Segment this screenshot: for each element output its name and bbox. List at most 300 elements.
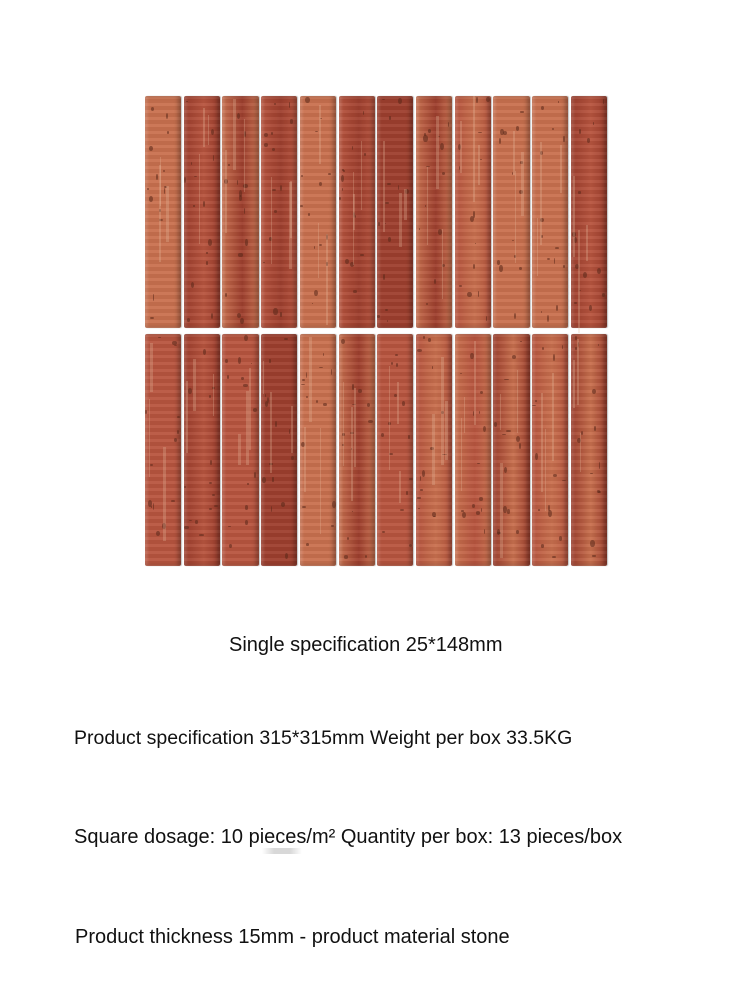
stone-pore	[301, 384, 305, 385]
stone-pore	[262, 477, 266, 482]
stone-pore	[512, 355, 516, 359]
stone-vein	[166, 186, 169, 242]
stone-pore	[507, 509, 509, 514]
tile-strip	[261, 96, 297, 328]
stone-pore	[499, 138, 502, 145]
stone-pore	[553, 474, 557, 477]
stone-vein	[541, 393, 543, 492]
stone-pore	[323, 403, 326, 407]
stone-pore	[589, 305, 592, 311]
stone-pore	[272, 477, 273, 483]
tile-strip	[493, 96, 529, 328]
stone-vein	[442, 229, 444, 299]
stone-pore	[153, 294, 154, 301]
tile-strip	[532, 334, 568, 566]
stone-pore	[602, 293, 606, 297]
stone-vein	[291, 406, 293, 453]
stone-pore	[149, 196, 153, 203]
stone-pore	[238, 357, 241, 364]
stone-pore	[383, 274, 385, 280]
stone-pore	[289, 102, 290, 107]
stone-vein	[445, 401, 448, 460]
stone-pore	[512, 240, 514, 242]
stone-pore	[385, 309, 388, 311]
stone-pore	[243, 384, 247, 386]
stone-pore	[237, 313, 241, 318]
product-thickness-text: Product thickness 15mm - product material stone	[75, 926, 510, 948]
stone-vein	[304, 427, 306, 492]
stone-pore	[241, 377, 244, 380]
stone-pore	[191, 282, 194, 288]
stone-pore	[422, 470, 425, 477]
stone-vein	[389, 366, 390, 470]
stone-pore	[398, 98, 402, 104]
stone-pore	[332, 501, 336, 508]
stone-pore	[290, 119, 293, 123]
stone-pore	[189, 520, 192, 521]
stone-vein	[521, 152, 524, 216]
stone-vein	[213, 374, 214, 417]
stone-vein	[343, 382, 344, 466]
stone-pore	[420, 476, 421, 481]
stone-pore	[473, 211, 476, 217]
tile-strip	[145, 96, 181, 328]
tile-strip	[145, 334, 181, 566]
stone-pore	[358, 389, 361, 393]
stone-pore	[203, 201, 206, 207]
stone-pore	[597, 268, 601, 274]
stone-pore	[502, 434, 506, 435]
stone-pore	[559, 536, 563, 541]
stone-pore	[273, 308, 277, 315]
stone-vein	[500, 394, 501, 429]
stone-pore	[302, 506, 306, 508]
stone-pore	[269, 359, 271, 364]
stone-pore	[341, 339, 345, 345]
stone-vein	[500, 463, 503, 558]
stone-vein	[319, 105, 321, 165]
stone-pore	[558, 101, 559, 102]
stone-vein	[351, 407, 353, 502]
stone-pore	[472, 504, 475, 508]
stone-pore	[418, 508, 420, 510]
stone-pore	[195, 520, 197, 524]
stone-pore	[553, 354, 555, 360]
stone-pore	[228, 526, 230, 527]
stone-pore	[319, 367, 323, 368]
stone-pore	[574, 302, 577, 303]
stone-pore	[552, 128, 554, 131]
stone-pore	[368, 420, 372, 423]
stone-pore	[506, 430, 510, 432]
stone-pore	[274, 210, 277, 213]
stone-pore	[300, 205, 303, 207]
stone-pore	[211, 313, 213, 319]
stone-pore	[598, 491, 601, 493]
stone-pore	[398, 185, 400, 190]
stone-vein	[203, 108, 205, 147]
stone-pore	[365, 555, 368, 558]
stone-pore	[272, 148, 275, 151]
stone-vein	[515, 171, 516, 263]
stone-vein	[383, 141, 385, 232]
stone-pore	[228, 164, 229, 165]
stone-pore	[519, 443, 521, 449]
stone-pore	[382, 99, 386, 101]
stone-pore	[171, 500, 175, 503]
tile-strip	[455, 334, 491, 566]
stone-pore	[312, 303, 313, 305]
stone-pore	[563, 265, 566, 268]
stone-vein	[150, 343, 153, 392]
stone-pore	[423, 135, 427, 141]
stone-pore	[212, 494, 215, 497]
stone-pore	[478, 132, 481, 134]
stone-pore	[459, 285, 463, 287]
stone-vein	[326, 234, 329, 324]
stone-pore	[475, 243, 476, 245]
stone-pore	[271, 132, 273, 135]
stone-pore	[363, 111, 364, 115]
stone-pore	[265, 394, 266, 396]
stone-pore	[408, 435, 409, 440]
stone-pore	[237, 113, 240, 119]
stone-pore	[434, 279, 436, 284]
stone-pore	[562, 480, 566, 481]
tile-strip	[300, 334, 336, 566]
stone-pore	[284, 338, 288, 340]
stone-pore	[432, 366, 434, 368]
stone-pore	[209, 482, 212, 484]
stone-pore	[187, 318, 190, 322]
stone-pore	[483, 426, 486, 432]
stone-pore	[314, 246, 315, 249]
stone-pore	[467, 292, 471, 297]
tile-strip	[339, 334, 375, 566]
stone-pore	[274, 103, 276, 105]
stone-pore	[280, 185, 282, 191]
tile-strip	[184, 96, 220, 328]
stone-pore	[227, 375, 230, 379]
stone-pore	[592, 389, 596, 394]
stone-pore	[594, 426, 596, 430]
stone-pore	[541, 106, 544, 110]
stone-pore	[428, 129, 431, 133]
stone-pore	[519, 267, 522, 270]
stone-pore	[186, 101, 188, 102]
stone-vein	[199, 154, 200, 245]
stone-vein	[560, 145, 562, 193]
stone-pore	[316, 400, 318, 403]
stone-pore	[208, 239, 212, 245]
stone-pore	[499, 265, 502, 272]
stone-vein	[517, 370, 518, 432]
stone-vein	[545, 429, 546, 511]
stone-vein	[353, 194, 356, 231]
stone-pore	[315, 131, 318, 132]
stone-pore	[402, 401, 405, 406]
stone-vein	[578, 230, 579, 333]
stone-vein	[249, 368, 251, 449]
stone-pore	[538, 509, 540, 511]
stone-pore	[480, 159, 482, 160]
stone-pore	[194, 176, 197, 177]
stone-pore	[306, 396, 308, 398]
stone-pore	[409, 478, 413, 480]
stone-vein	[537, 218, 538, 276]
stone-pore	[425, 205, 427, 207]
stone-pore	[188, 388, 192, 394]
stone-pore	[486, 97, 490, 102]
stone-pore	[476, 97, 477, 103]
stone-pore	[247, 483, 248, 485]
stone-pore	[166, 113, 168, 119]
stone-pore	[308, 213, 311, 216]
stone-pore	[352, 511, 353, 512]
stone-vein	[461, 418, 462, 491]
stone-pore	[341, 175, 344, 182]
stone-vein	[552, 373, 555, 461]
stone-pore	[206, 252, 207, 254]
stone-pore	[382, 531, 385, 534]
stone-pore	[494, 422, 497, 426]
stone-pore	[339, 197, 341, 200]
stone-vein	[318, 223, 319, 278]
stone-vein	[208, 115, 209, 145]
stone-pore	[281, 502, 285, 507]
stone-pore	[191, 162, 192, 165]
stone-pore	[164, 188, 165, 194]
stone-pore	[378, 222, 379, 226]
stone-pore	[151, 107, 154, 111]
stone-pore	[271, 506, 272, 512]
stone-pore	[555, 247, 559, 249]
stone-pore	[145, 410, 147, 414]
stone-pore	[532, 405, 536, 406]
stone-pore	[364, 153, 367, 156]
stone-pore	[396, 363, 398, 367]
stone-vein	[354, 388, 356, 467]
stone-pore	[592, 555, 595, 556]
stone-pore	[193, 205, 196, 206]
stone-vein	[436, 116, 439, 188]
stone-pore	[552, 556, 555, 558]
tile-strip	[571, 96, 607, 328]
stone-pore	[395, 354, 398, 356]
stone-pore	[229, 544, 232, 548]
stone-pore	[563, 136, 564, 142]
stone-vein	[473, 96, 474, 202]
stone-pore	[442, 172, 445, 175]
stone-pore	[238, 253, 242, 256]
stone-pore	[426, 303, 428, 305]
stone-pore	[391, 362, 394, 365]
stone-pore	[417, 497, 421, 498]
stone-pore	[480, 391, 483, 394]
stone-pore	[264, 143, 268, 146]
product-specification-text: Product specification 315*315mm Weight per box 33.5KG	[74, 727, 573, 749]
stone-pore	[409, 544, 412, 547]
stone-vein	[186, 381, 187, 453]
stone-vein	[309, 337, 312, 422]
stone-pore	[245, 520, 248, 526]
faint-text-artifact	[262, 848, 302, 854]
stone-pore	[153, 503, 154, 510]
stone-pore	[562, 345, 564, 349]
stone-vein	[441, 357, 444, 465]
stone-vein	[460, 121, 462, 173]
tile-strip	[377, 334, 413, 566]
stone-pore	[177, 430, 179, 435]
stone-pore	[203, 349, 206, 354]
stone-pore	[306, 372, 307, 378]
stone-pore	[352, 146, 353, 150]
stone-vein	[404, 189, 406, 220]
stone-vein	[580, 433, 581, 472]
stone-vein	[427, 167, 428, 245]
stone-pore	[184, 486, 186, 488]
stone-pore	[360, 254, 363, 256]
stone-pore	[478, 291, 480, 297]
stone-pore	[547, 258, 550, 260]
stone-pore	[554, 258, 555, 264]
stone-pore	[548, 505, 549, 511]
single-specification-text: Single specification 25*148mm	[229, 634, 503, 656]
stone-pore	[239, 195, 243, 201]
stone-vein	[149, 399, 150, 477]
stone-vein	[464, 397, 465, 433]
stone-pore	[158, 337, 160, 339]
stone-pore	[417, 349, 421, 352]
stone-pore	[481, 508, 482, 512]
stone-pore	[579, 129, 581, 133]
stone-vein	[478, 145, 480, 185]
stone-pore	[598, 344, 599, 346]
stone-pore	[156, 174, 158, 180]
stone-pore	[264, 133, 268, 137]
stone-pore	[213, 155, 214, 161]
stone-pore	[420, 489, 423, 491]
stone-pore	[209, 395, 210, 398]
stone-pore	[388, 237, 391, 242]
stone-vein	[270, 392, 272, 473]
stone-pore	[345, 259, 349, 264]
stone-pore	[504, 379, 508, 380]
mosaic-tile-image	[145, 96, 607, 566]
stone-pore	[432, 512, 436, 517]
stone-pore	[541, 544, 544, 547]
stone-pore	[477, 463, 479, 464]
stone-vein	[573, 176, 576, 257]
stone-pore	[263, 262, 265, 263]
stone-pore	[400, 509, 404, 511]
stone-pore	[516, 436, 520, 442]
tile-strip	[571, 334, 607, 566]
stone-pore	[448, 122, 449, 128]
stone-pore	[343, 170, 344, 172]
stone-pore	[514, 313, 516, 320]
stone-pore	[245, 505, 248, 509]
stone-pore	[150, 464, 154, 466]
stone-pore	[331, 525, 334, 527]
tile-strip	[493, 334, 529, 566]
stone-vein	[263, 361, 264, 394]
stone-pore	[406, 491, 407, 495]
stone-pore	[581, 431, 583, 434]
stone-pore	[323, 353, 324, 356]
square-dosage-text: Square dosage: 10 pieces/m² Quantity per box: 13 pieces/box	[74, 826, 623, 848]
stone-vein	[573, 360, 575, 408]
stone-pore	[541, 311, 542, 313]
stone-pore	[460, 373, 462, 374]
stone-vein	[238, 434, 241, 465]
stone-pore	[314, 290, 318, 297]
stone-pore	[214, 505, 218, 507]
stone-pore	[209, 508, 213, 510]
stone-pore	[387, 320, 388, 322]
stone-pore	[301, 175, 303, 177]
stone-pore	[520, 111, 524, 112]
stone-pore	[556, 305, 559, 312]
stone-pore	[542, 347, 544, 350]
stone-vein	[244, 119, 245, 191]
stone-pore	[272, 189, 276, 191]
tile-strip	[416, 334, 452, 566]
stone-pore	[428, 338, 430, 342]
stone-pore	[344, 555, 348, 558]
stone-vein	[163, 447, 166, 541]
stone-pore	[319, 182, 322, 186]
stone-pore	[245, 239, 247, 246]
stone-pore	[377, 315, 380, 317]
stone-pore	[156, 531, 160, 536]
tile-strip	[261, 334, 297, 566]
stone-pore	[254, 472, 257, 478]
stone-pore	[599, 462, 600, 469]
stone-pore	[253, 408, 257, 412]
stone-pore	[210, 460, 212, 466]
stone-pore	[211, 129, 214, 135]
stone-vein	[271, 177, 272, 264]
tile-strip	[377, 96, 413, 328]
stone-pore	[419, 228, 420, 230]
stone-pore	[389, 116, 390, 120]
stone-vein	[586, 225, 588, 261]
stone-pore	[167, 131, 170, 133]
stone-pore	[504, 467, 507, 473]
stone-pore	[535, 400, 538, 402]
stone-pore	[547, 315, 549, 322]
tile-strip	[339, 96, 375, 328]
stone-pore	[225, 359, 228, 363]
stone-pore	[479, 411, 480, 414]
stone-pore	[535, 453, 537, 460]
stone-pore	[275, 421, 277, 427]
stone-pore	[484, 529, 485, 534]
stone-pore	[199, 534, 203, 536]
stone-vein	[193, 359, 196, 411]
stone-pore	[206, 261, 208, 264]
stone-pore	[389, 453, 393, 456]
stone-pore	[587, 138, 590, 143]
stone-vein	[513, 131, 515, 175]
stone-pore	[306, 543, 309, 546]
stone-pore	[291, 456, 294, 460]
tile-strip	[532, 96, 568, 328]
tile-strip	[455, 96, 491, 328]
stone-pore	[240, 318, 244, 324]
tile-strip	[416, 96, 452, 328]
